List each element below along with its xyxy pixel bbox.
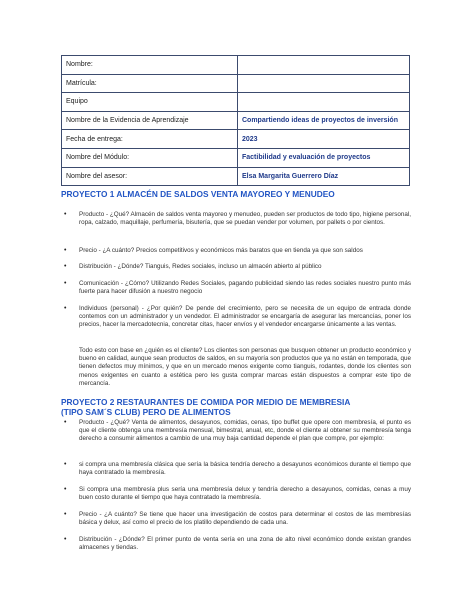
project2-bullet-plus xyxy=(64,486,411,502)
bullet-symbol: • xyxy=(64,536,67,543)
bullet-symbol: • xyxy=(64,211,67,218)
info-row xyxy=(62,111,410,130)
bullet-symbol: • xyxy=(64,461,67,468)
info-row xyxy=(62,74,410,93)
info-label: Matrícula: xyxy=(62,74,238,93)
info-value: Compartiendo ideas de proyectos de inversión xyxy=(238,111,410,130)
bullet-symbol: • xyxy=(64,247,67,254)
info-value: 2023 xyxy=(238,130,410,149)
project2-heading-line2: (TIPO SAM´S CLUB) PERO DE ALIMENTOS xyxy=(61,407,231,417)
bullet-text: Producto - ¿Qué? Almacén de saldos venta mayoreo y menudeo, pueden ser productos de todo tipo, higiene personal, ropa, calzado, maquillaje, perfumería, bisutería, que se puedan vender por volumen, por pallets o por cientos. xyxy=(79,211,411,227)
info-label: Nombre de la Evidencia de Aprendizaje xyxy=(62,111,238,130)
project1-heading: PROYECTO 1 ALMACÉN DE SALDOS VENTA MAYOREO Y MENUDEO xyxy=(61,189,335,199)
bullet-text: Distribución - ¿Dónde? Tianguis, Redes sociales, incluso un almacén abierto al público xyxy=(79,263,322,270)
info-row xyxy=(62,130,410,149)
info-row xyxy=(62,148,410,167)
project1-bullet-individuals xyxy=(64,305,411,330)
bullet-text: Distribución - ¿Dónde? El primer punto de venta sería en una zona de alto nivel económico donde existan grandes almacenes y tiendas. xyxy=(79,536,411,552)
info-label: Nombre del asesor: xyxy=(62,167,238,186)
info-row xyxy=(62,93,410,112)
bullet-symbol: • xyxy=(64,486,67,493)
bullet-text: Si compra una membresía plus sería una membresía delux y tendría derecho a desayunos, comidas, cenas a muy buen costo durante el tiempo que haya contratado la membresía. xyxy=(79,486,411,502)
project2-bullet-product xyxy=(64,419,411,444)
info-value: Factibilidad y evaluación de proyectos xyxy=(238,148,410,167)
info-value: Elsa Margarita Guerrero Díaz xyxy=(238,167,410,186)
info-label: Nombre del Módulo: xyxy=(62,148,238,167)
info-row xyxy=(62,56,410,75)
project1-bullet-product xyxy=(64,211,411,227)
info-value xyxy=(238,93,410,112)
bullet-symbol: • xyxy=(64,419,67,426)
info-label: Nombre: xyxy=(62,56,238,75)
info-row xyxy=(62,167,410,186)
info-label: Equipo xyxy=(62,93,238,112)
project1-bullet-price xyxy=(64,247,411,255)
project2-bullet-classic xyxy=(64,461,411,477)
bullet-symbol: • xyxy=(64,280,67,287)
project1-bullet-distribution xyxy=(64,263,411,271)
bullet-text: Precio - ¿A cuánto? Se tiene que hacer una investigación de costos para determinar el costos de las membresías básica y delux, así como el precio de los platillo dependiendo de cada una. xyxy=(79,511,411,527)
bullet-text: Producto - ¿Qué? Venta de alimentos, desayunos, comidas, cenas, tipo buffet que opere con membresía, el punto es que el cliente obtenga una membresía mensual, bimestral, anual, etc, donde el cliente al obtener su membresía tenga derecho a consumir alimentos a cambio de una muy baja cantidad depende el plan que compre, por ejemplo: xyxy=(79,419,411,443)
info-value xyxy=(238,56,410,75)
bullet-text: Comunicación - ¿Cómo? Utilizando Redes Sociales, pagando publicidad siendo las redes sociales nuestro punto más fuerte para hacer difusión a nuestro negocio xyxy=(79,280,411,296)
info-value xyxy=(238,74,410,93)
bullet-symbol: • xyxy=(64,511,67,518)
project2-heading-line1: PROYECTO 2 RESTAURANTES DE COMIDA POR MEDIO DE MEMBRESIA xyxy=(61,397,351,407)
bullet-text: Individuos (personal) - ¿Por quién? De pende del crecimiento, pero se necesita de un equipo de entrada donde contemos con un administrador y un vendedor. El administrador se encargaría de asegurar las mercancías, poner los precios, hacer la mercadotecnia, concretar citas, hacer envíos y el vendedor encargarse únicamente a las ventas. xyxy=(79,305,411,329)
bullet-symbol: • xyxy=(64,305,67,312)
info-label: Fecha de entrega: xyxy=(62,130,238,149)
project2-bullet-price xyxy=(64,511,411,527)
project1-bullet-communication xyxy=(64,280,411,296)
bullet-text: Precio - ¿A cuánto? Precios competitivos y económicos más baratos que en tienda ya que son saldos xyxy=(79,247,363,254)
bullet-symbol: • xyxy=(64,263,67,270)
project1-client-paragraph: Todo esto con base en ¿quién es el cliente? Los clientes son personas que busquen obtener un producto económico y bueno en calidad, aunque sean productos de saldos, en su mayoría son productos que ya no están en temporada, que tienen defectos muy mínimos, y que en un mercado menos exigente como tianguis, rodantes, donde los clientes son menos exigentes en cuanto a estética pero les gusta comprar marcas están dispuestos a comprar este tipo de mercancía. xyxy=(79,347,411,387)
info-table xyxy=(61,55,410,186)
bullet-text: si compra una membresía clásica que sería la básica tendría derecho a desayunos económicos durante el tiempo que haya contratado la membresía. xyxy=(79,461,411,477)
project2-bullet-distribution xyxy=(64,536,411,552)
